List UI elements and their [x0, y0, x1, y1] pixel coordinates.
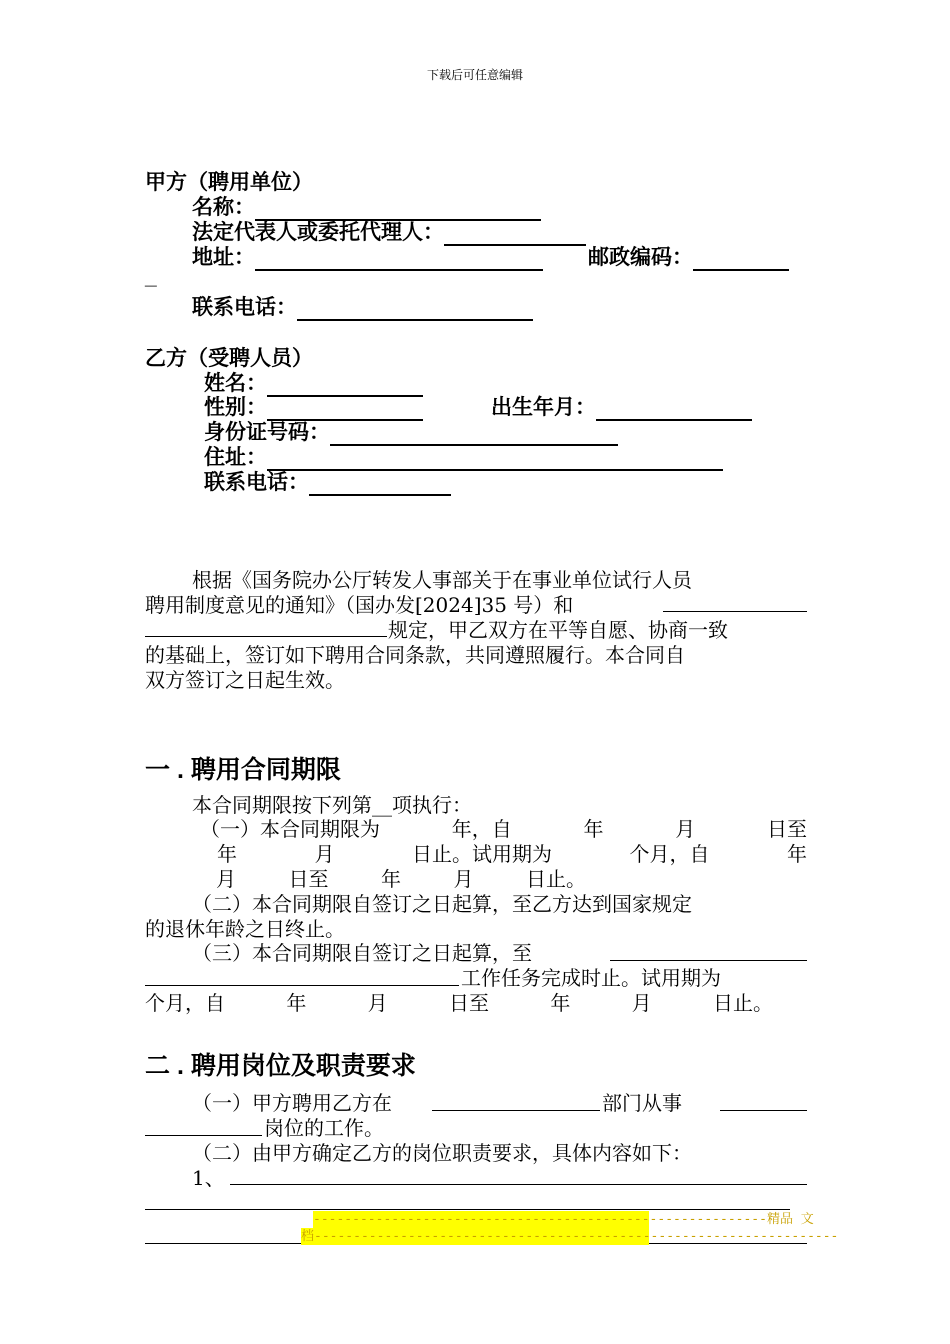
s1-l4-text: 日止。	[526, 867, 586, 891]
s2-item-1-blank[interactable]	[230, 1184, 807, 1185]
s1-l3-text: 年	[787, 842, 807, 866]
s1-option-3-blank-1[interactable]	[610, 960, 807, 961]
s2-line-1b: 部门从事	[602, 1091, 682, 1115]
s1-l2-text: 年	[583, 817, 604, 841]
s2-line-3: （二）由甲方确定乙方的岗位职责要求，具体内容如下：	[192, 1141, 692, 1165]
s2-line-2: 岗位的工作。	[264, 1116, 384, 1140]
s1-option-3-blank-2[interactable]	[145, 985, 459, 986]
s1-l4-text: 月	[216, 867, 236, 891]
intro-blank-1[interactable]	[663, 611, 807, 612]
s1-l9-text: 个月，自	[145, 991, 225, 1015]
intro-blank-2[interactable]	[145, 636, 387, 637]
party-a-address-label: 地址：	[192, 246, 255, 269]
party-a-address-field[interactable]	[255, 249, 543, 271]
party-a-rep-label: 法定代表人或委托代理人：	[192, 221, 444, 244]
s1-l4-text: 年	[381, 867, 401, 891]
s1-l3-text: 月	[314, 842, 335, 866]
s2-dept-blank[interactable]	[432, 1110, 600, 1111]
s1-l2-text: 年，自	[451, 817, 512, 841]
s1-l4-text: 月	[453, 867, 474, 891]
party-a-phone-row	[192, 291, 533, 321]
party-b-id-label: 身份证号码：	[204, 421, 330, 444]
watermark-row-1: ----------------------------------------------------------精品 文	[313, 1212, 814, 1227]
party-a-address-row	[192, 241, 543, 271]
intro-line-2: 聘用制度意见的通知》（国办发[2024]35 号）和	[145, 593, 574, 617]
party-a-phone-label: 联系电话：	[192, 296, 297, 319]
s1-option-3-line-3	[145, 987, 773, 1016]
intro-line-4: 的基础上，签订如下聘用合同条款，共同遵照履行。本合同自	[145, 643, 685, 667]
party-b-birth-label: 出生年月：	[491, 396, 596, 419]
section-2-title: 二 . 聘用岗位及职责要求	[145, 1052, 416, 1080]
s1-l4-text: 日至	[288, 867, 329, 891]
party-b-phone-field[interactable]	[309, 474, 451, 496]
s1-l3-text: 日止。试用期为	[412, 842, 552, 866]
party-b-address-label: 住址：	[204, 446, 267, 469]
s1-l2-text: 月	[675, 817, 696, 841]
s1-l2-text: 日至	[767, 817, 807, 841]
party-a-postcode-field[interactable]	[693, 249, 789, 271]
s1-l3-text: 年	[217, 842, 237, 866]
s1-option-3-line-2: 工作任务完成时止。试用期为	[461, 966, 721, 990]
party-b-birth-field[interactable]	[596, 399, 752, 421]
intro-line-3: 规定，甲乙双方在平等自愿、协商一致	[388, 618, 728, 642]
party-a-postcode-row	[588, 241, 789, 271]
header-note: 下载后可任意编辑	[426, 68, 523, 82]
s1-option-2-line-2: 的退休年龄之日终止。	[145, 917, 345, 941]
party-a-name-label: 名称：	[192, 196, 255, 219]
s1-l9-text: 年	[286, 991, 307, 1015]
party-a-heading: 甲方（聘用单位）	[145, 171, 313, 194]
s1-l9-text: 日至	[448, 991, 489, 1015]
party-b-phone-row	[204, 466, 451, 496]
s2-blank-line-2[interactable]	[145, 1209, 790, 1210]
party-b-name-label: 姓名：	[204, 372, 267, 395]
party-a-postcode-label: 邮政编码：	[588, 246, 693, 269]
s1-option-2-line-1: （二）本合同期限自签订之日起算，至乙方达到国家规定	[192, 892, 692, 916]
s1-l9-text: 日止。	[712, 991, 773, 1015]
watermark-row-2: 档-------------------------------------------------------------------	[301, 1229, 839, 1244]
s1-option-3-line-1: （三）本合同期限自签订之日起算，至	[192, 941, 532, 965]
intro-line-5: 双方签订之日起生效。	[145, 668, 345, 692]
party-a-phone-field[interactable]	[297, 299, 533, 321]
s1-l2-text: （一）本合同期限为	[200, 817, 380, 841]
section-1-title: 一 . 聘用合同期限	[145, 756, 341, 784]
party-b-phone-label: 联系电话：	[204, 471, 309, 494]
s1-line-1: 本合同期限按下列第__项执行：	[192, 793, 472, 817]
s1-l9-text: 月	[367, 991, 388, 1015]
s1-l9-text: 月	[631, 991, 652, 1015]
intro-line-1: 根据《国务院办公厅转发人事部关于在事业单位试行人员	[192, 568, 692, 592]
s2-post-blank-2[interactable]	[145, 1135, 262, 1136]
s2-post-blank-1[interactable]	[720, 1110, 807, 1111]
s2-line-1a: （一）甲方聘用乙方在	[192, 1091, 392, 1115]
party-b-heading: 乙方（受聘人员）	[145, 347, 313, 370]
party-a-wrap-underscore: _	[145, 266, 157, 289]
s1-l9-text: 年	[550, 991, 571, 1015]
s1-l3-text: 个月，自	[629, 842, 710, 866]
s2-item-1: 1、	[192, 1166, 225, 1190]
party-b-gender-label: 性别：	[204, 396, 267, 419]
